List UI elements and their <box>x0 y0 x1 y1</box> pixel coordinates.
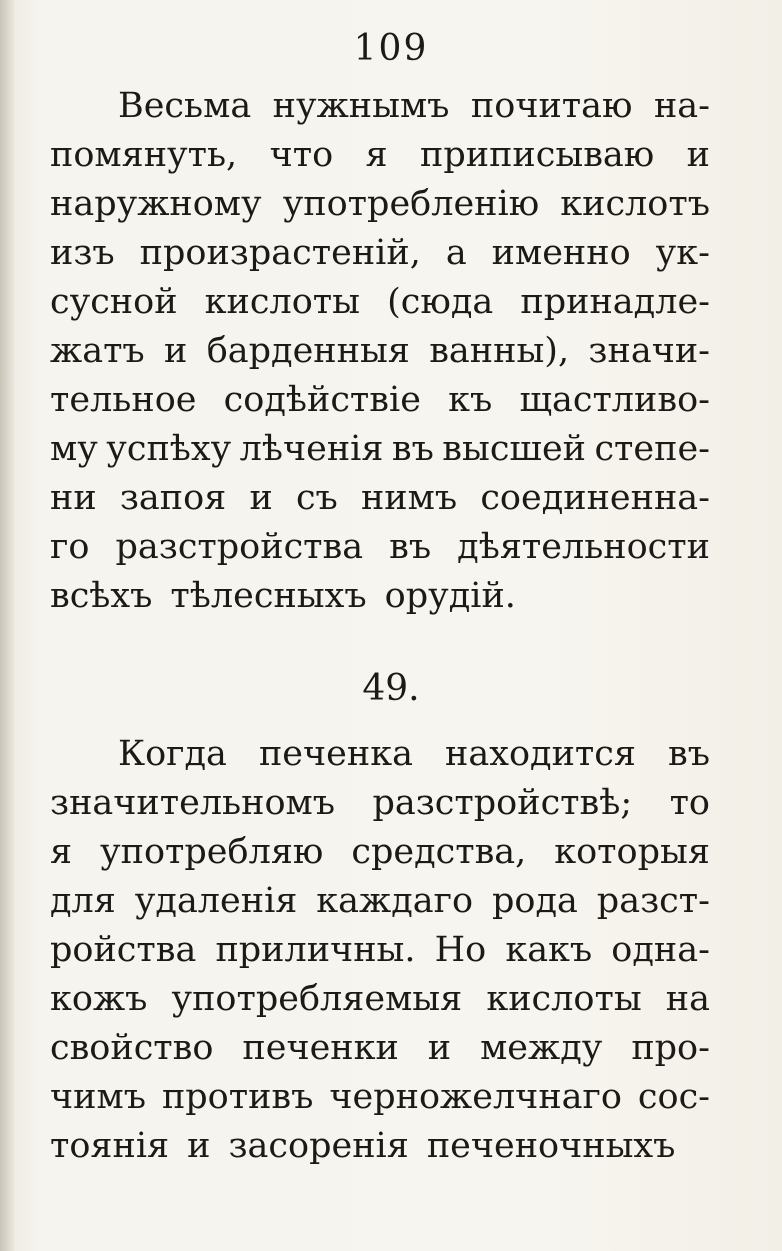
section-number: 49. <box>362 668 420 709</box>
paragraph-2 <box>50 730 710 1171</box>
page-number: 109 <box>353 28 429 69</box>
text-line: Когда печенка находится въ <box>118 734 710 774</box>
text-line: тельное содѣйствіе къ щастливо- <box>50 380 710 420</box>
text-line: я употребляю средства, которыя <box>50 832 710 872</box>
text-line: жатъ и барденныя ванны), значи- <box>50 331 710 371</box>
text-line: всѣхъ тѣлесныхъ орудій. <box>50 576 516 616</box>
text-line: ни запоя и съ нимъ соединенна- <box>50 478 710 518</box>
text-line: изъ произрастеній, а именно ук- <box>50 233 710 273</box>
text-line: му успѣху лѣченія въ высшей степе- <box>50 429 710 469</box>
paragraph-1 <box>50 82 710 621</box>
text-line: значительномъ разстройствѣ; то <box>50 783 710 823</box>
text-line: чимъ противъ черножелчнаго сос- <box>50 1077 710 1117</box>
text-line: го разстройства въ дѣятельности <box>50 527 710 567</box>
text-line: ройства приличны. Но какъ одна- <box>50 930 710 970</box>
text-line: для удаленія каждаго рода разст- <box>50 881 710 921</box>
text-line: помянуть, что я приписываю и <box>50 135 710 175</box>
text-line: свойство печенки и между про- <box>50 1028 710 1068</box>
text-line: Весьма нужнымъ почитаю на- <box>118 86 710 126</box>
text-line: тоянія и засоренія печеночныхъ <box>50 1126 676 1166</box>
text-line: наружному употребленію кислотъ <box>50 184 710 224</box>
binding-edge <box>0 0 14 1251</box>
text-line: кожъ употребляемыя кислоты на <box>50 979 710 1019</box>
text-line: сусной кислоты (сюда принадле- <box>50 282 710 322</box>
